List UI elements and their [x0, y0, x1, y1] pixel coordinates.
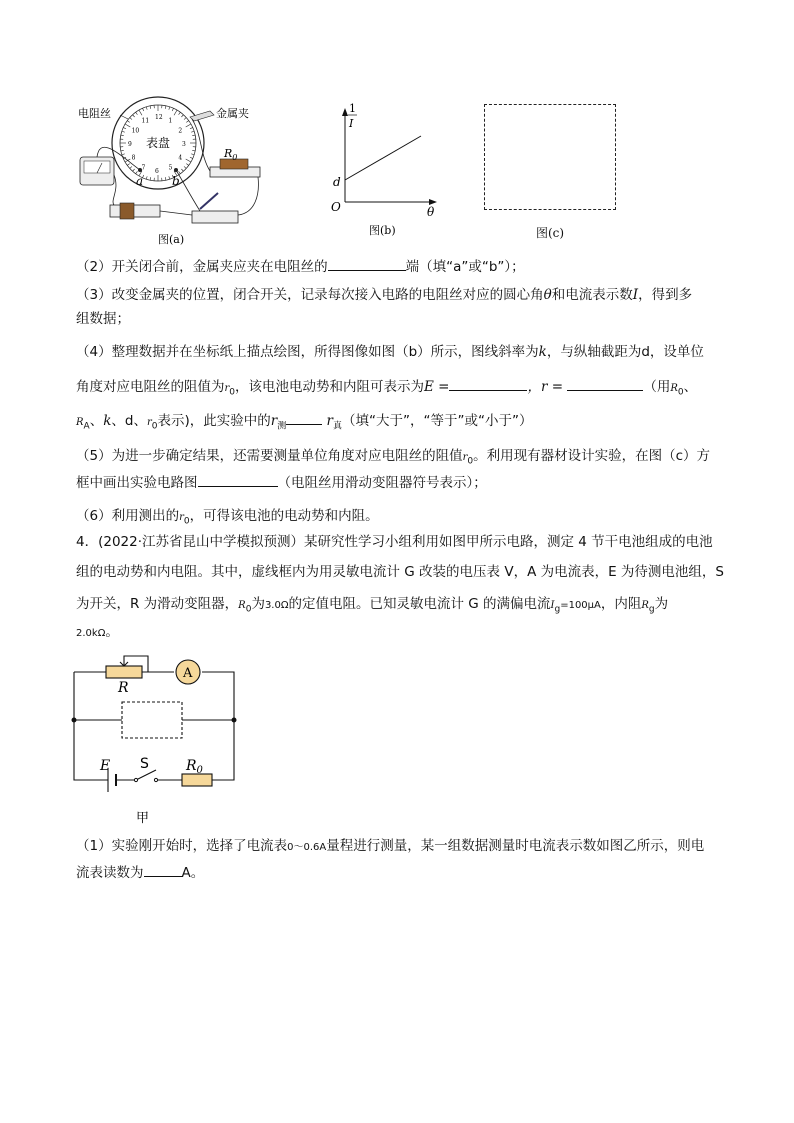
figure-a: [70, 95, 280, 250]
dashed-voltmeter-box: [122, 702, 182, 738]
q4-line-3: $R_A$、k、d、$r_0$表示)，此实验中的$r_测$ $r_真$（填“大于”，“等于”或“小于”）: [76, 410, 726, 437]
x-label: θ: [427, 205, 435, 219]
dial-number: 7: [141, 164, 146, 172]
q3-line-2: 组数据；: [76, 311, 130, 327]
figure-b-caption: 图(b): [369, 224, 396, 237]
dial-number: 12: [155, 114, 163, 121]
dial-number: 5: [168, 164, 173, 172]
y-label-den: I: [349, 117, 354, 130]
y-label-num: 1: [349, 102, 356, 115]
p4-line-2: 组的电动势和内电阻。其中，虚线框内为用灵敏电流计 G 改装的电压表 V，A 为电流表，E 为待测电池组，S: [76, 564, 724, 580]
label-R0: $R_0$: [186, 758, 203, 776]
figure-b: [325, 98, 445, 240]
r-blank[interactable]: [567, 376, 643, 391]
clip-label: 金属夹: [216, 107, 249, 120]
r0-label: $R_0$: [224, 147, 238, 162]
origin-label: O: [331, 200, 341, 214]
intercept-label: d: [333, 175, 341, 189]
p4q1-line-2: 流表读数为 A。: [76, 862, 726, 883]
e-blank[interactable]: [449, 376, 527, 391]
q6-line: （6）利用测出的$r_0$，可得该电池的电动势和内阻。: [76, 508, 379, 527]
rheostat-R: [106, 666, 142, 678]
q4-line-1: （4）整理数据并在坐标纸上描点绘图，所得图像如图（b）所示，图线斜率为k，与纵轴截距为d，设单位: [76, 344, 704, 360]
figure-a-caption: 图(a): [158, 233, 185, 246]
q5-blank[interactable]: [198, 472, 278, 487]
figure-jia: [64, 652, 244, 832]
figure-c-caption: 图(c): [536, 226, 565, 240]
label-E: E: [100, 758, 111, 774]
battery-icon: [110, 205, 160, 217]
dial-number: 2: [178, 127, 183, 135]
reading-blank[interactable]: [144, 862, 182, 877]
q5-line-1: （5）为进一步确定结果，还需要测量单位角度对应电阻丝的阻值$r_0$。利用现有器材设计实验，在图（c）方: [76, 448, 711, 467]
dial-label: 表盘: [146, 136, 171, 150]
p4-line-1: 4．(2022·江苏省昆山中学模拟预测）某研究性学习小组利用如图甲所示电路，测定 4 节干电池组成的电池: [76, 534, 713, 550]
p4-line-3: 为开关，R 为滑动变阻器，$R_0$为3.0Ω的定值电阻。已知灵敏电流计 G 的满偏电流$I_g=100\mu A$，内阻$R_g$为: [76, 596, 669, 615]
dial-number: 4: [178, 154, 183, 162]
point-a: a: [136, 174, 144, 188]
figure-c-box[interactable]: [484, 104, 616, 210]
q5-line-2: 框中画出实验电路图 （电阻丝用滑动变阻器符号表示）；: [76, 472, 726, 493]
q2-blank[interactable]: [328, 256, 406, 271]
compare-blank[interactable]: [286, 410, 322, 425]
p4-line-4: 2.0kΩ。: [76, 624, 119, 640]
q4-line-2: 角度对应电阻丝的阻值为$r_0$，该电池电动势和内阻可表示为E = ，r = （用$R_0$、: [76, 376, 726, 403]
figure-jia-caption: 甲: [136, 811, 150, 826]
graph-line: [345, 136, 421, 180]
dial-number: 3: [182, 141, 186, 148]
clip-icon: [190, 111, 214, 121]
switch-icon: [192, 211, 238, 223]
dial-number: 8: [131, 154, 136, 162]
point-b: b: [172, 174, 180, 188]
label-S: S: [140, 756, 149, 772]
q2-line: （2）开关闭合前，金属夹应夹在电阻丝的 端（填“a”或“b”）；: [76, 256, 726, 277]
label-R: R: [118, 680, 129, 696]
dial-number: 11: [141, 117, 150, 125]
wire-label: 电阻丝: [78, 107, 111, 120]
dial-number: 6: [155, 168, 159, 175]
label-A: A: [183, 666, 193, 681]
q3-line-1: （3）改变金属夹的位置，闭合开关，记录每次接入电路的电阻丝对应的圆心角θ和电流表示数I，得到多: [76, 287, 693, 303]
dial-number: 1: [168, 117, 173, 125]
dial-number: 9: [128, 141, 132, 148]
dial-number: 10: [131, 127, 140, 135]
p4q1-line-1: （1）实验刚开始时，选择了电流表0～0.6A量程进行测量，某一组数据测量时电流表示数如图乙所示，则电: [76, 838, 705, 854]
